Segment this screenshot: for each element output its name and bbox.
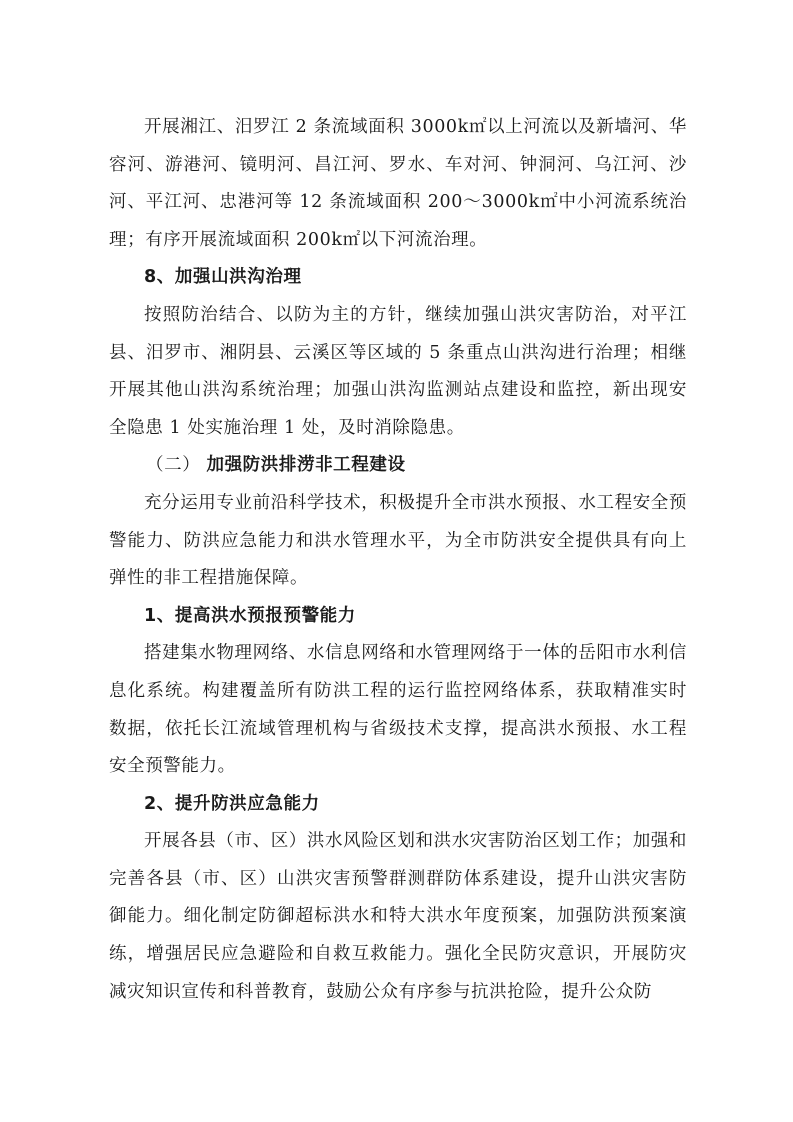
- paragraph-major-rivers: 开展湘江、汨罗江 2 条流域面积 3000k㎡以上河流以及新墙河、华容河、游港河、镜明河、昌江河、罗水、车对河、钟洞河、乌江河、沙河、平江河、忠港河等 12 条流域面积 200～3000k㎡中小河流系统治理；有序开展流域面积 200k㎡以下河流治理。: [109, 117, 687, 250]
- paragraph-emergency-capacity: 开展各县（市、区）洪水风险区划和洪水灾害防治区划工作；加强和完善各县（市、区）山洪灾害预警群测群防体系建设，提升山洪灾害防御能力。细化制定防御超标洪水和特大洪水年度预案，加强防洪预案演练，增强居民应急避险和自救互救能力。强化全民防灾意识，开展防灾减灾知识宣传和科普教育，鼓励公众有序参与抗洪抢险，提升公众防: [109, 831, 687, 1002]
- paragraph-non-engineering: 充分运用专业前沿科学技术，积极提升全市洪水预报、水工程安全预警能力、防洪应急能力和洪水管理水平，为全市防洪安全提供具有向上弹性的非工程措施保障。: [109, 492, 687, 589]
- paragraph-flood-forecast: 搭建集水物理网络、水信息网络和水管理网络于一体的岳阳市水利信息化系统。构建覆盖所有防洪工程的运行监控网络体系，获取精准实时数据，依托长江流域管理机构与省级技术支撑，提高洪水预报、水工程安全预警能力。: [109, 643, 687, 777]
- heading-mountain-torrent-gully: 8、加强山洪沟治理: [144, 267, 302, 288]
- heading-flood-forecast: 1、提高洪水预报预警能力: [144, 605, 356, 626]
- section-heading-non-engineering: [109, 447, 687, 485]
- paragraph-mountain-torrent-gully: 按照防治结合、以防为主的方针，继续加强山洪灾害防治，对平江县、汨罗市、湘阴县、云溪区等区域的 5 条重点山洪沟进行治理；相继开展其他山洪沟系统治理；加强山洪沟监测站点建设和监控，新出现安全隐患 1 处实施治理 1 处，及时消除隐患。: [109, 304, 687, 438]
- section-number: （二）: [146, 455, 201, 476]
- section-title: 加强防洪排涝非工程建设: [206, 455, 406, 476]
- heading-emergency-capacity: 2、提升防洪应急能力: [144, 793, 320, 814]
- document-body: [109, 109, 687, 1011]
